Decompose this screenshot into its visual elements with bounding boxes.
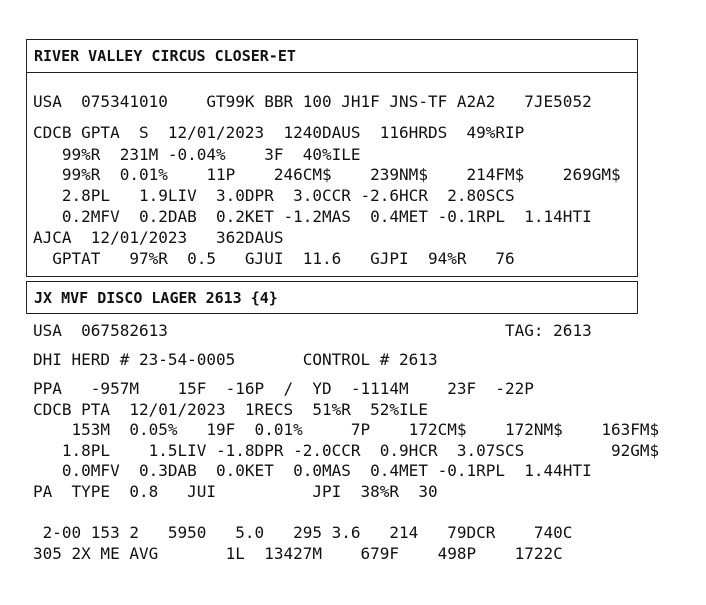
sire-record-line: CDCB GPTA S 12/01/2023 1240DAUS 116HRDS 49%RIP <box>33 123 525 142</box>
sire-record-line: 2.8PL 1.9LIV 3.0DPR 3.0CCR -2.6HCR 2.80SCS <box>33 186 515 205</box>
dam-record-line: 0.0MFV 0.3DAB 0.0KET 0.0MAS 0.4MET -0.1RPL 1.44HTI <box>33 461 592 480</box>
sire-record-line: 99%R 0.01% 11P 246CM$ 239NM$ 214FM$ 269GM$ <box>33 165 621 184</box>
dam-record-line: 2-00 153 2 5950 5.0 295 3.6 214 79DCR 740C <box>33 523 573 542</box>
sire-record-line: USA 075341010 GT99K BBR 100 JH1F JNS-TF A2A2 7JE5052 <box>33 92 592 111</box>
dam-record-line: USA 067582613 TAG: 2613 <box>33 321 592 340</box>
dam-record-line: PA TYPE 0.8 JUI JPI 38%R 30 <box>33 482 438 501</box>
dam-title-box <box>26 281 638 314</box>
dam-name: JX MVF DISCO LAGER 2613 {4} <box>34 288 278 307</box>
sire-record-line: 0.2MFV 0.2DAB 0.2KET -1.2MAS 0.4MET -0.1RPL 1.14HTI <box>33 207 592 226</box>
dam-record-line: 1.8PL 1.5LIV -1.8DPR -2.0CCR 0.9HCR 3.07SCS 92GM$ <box>33 441 660 460</box>
sire-record-line: GPTAT 97%R 0.5 GJUI 11.6 GJPI 94%R 76 <box>33 249 515 268</box>
dam-record-line: PPA -957M 15F -16P / YD -1114M 23F -22P <box>33 379 534 398</box>
sire-title-box <box>26 39 638 73</box>
dam-record-line: 305 2X ME AVG 1L 13427M 679F 498P 1722C <box>33 544 563 563</box>
sire-name: RIVER VALLEY CIRCUS CLOSER-ET <box>34 47 296 65</box>
sire-record-line: 99%R 231M -0.04% 3F 40%ILE <box>33 145 361 164</box>
dam-record-line: 153M 0.05% 19F 0.01% 7P 172CM$ 172NM$ 163FM$ <box>33 420 660 439</box>
sire-record-line: AJCA 12/01/2023 362DAUS <box>33 228 284 247</box>
dam-record-line: DHI HERD # 23-54-0005 CONTROL # 2613 <box>33 350 438 369</box>
dam-record-line: CDCB PTA 12/01/2023 1RECS 51%R 52%ILE <box>33 400 428 419</box>
